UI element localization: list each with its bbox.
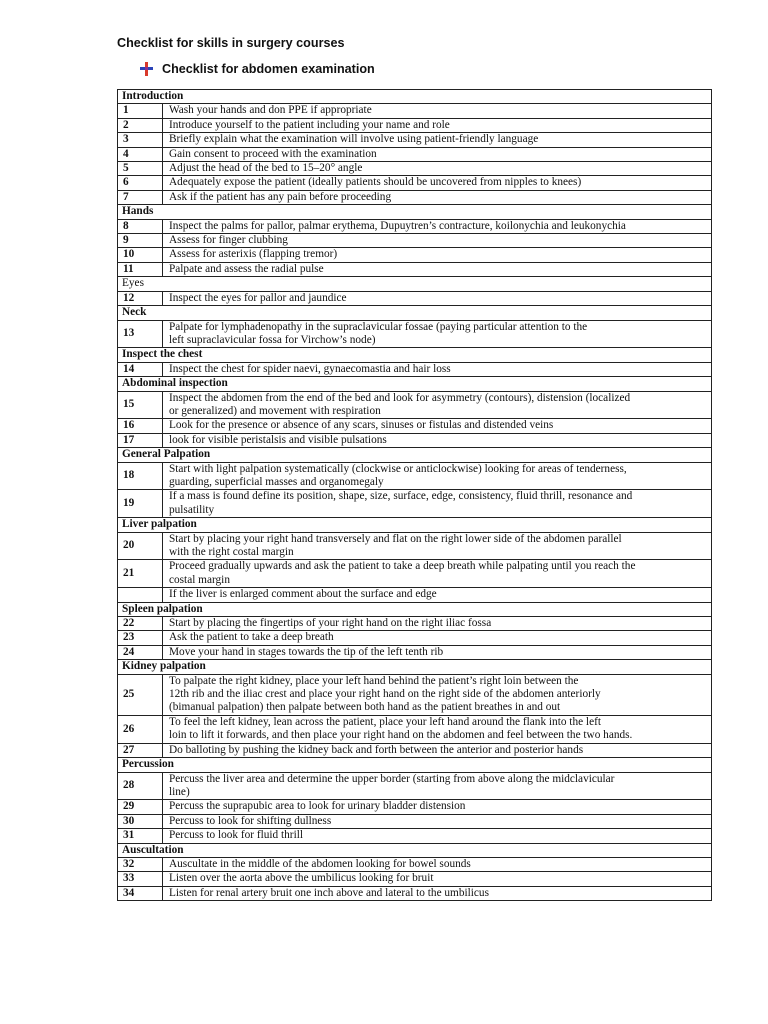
item-text-line: pulsatility [169,503,215,516]
item-text-line: with the right costal margin [169,546,294,558]
item-number: 11 [118,262,163,276]
checklist-heading-text: Checklist for abdomen examination [162,62,375,76]
item-text-line: Ask if the patient has any pain before proceeding [169,190,392,203]
section-row [118,348,712,362]
item-text [163,886,712,900]
item-number: 20 [118,532,163,560]
item-number: 15 [118,391,163,419]
item-text-line: Wash your hands and don PPE if appropriate [169,104,372,117]
checklist-row [118,291,712,305]
item-text [163,674,712,715]
item-text [163,814,712,828]
item-number: 28 [118,772,163,800]
item-text-line: loin to lift it forwards, and then place your right hand on the abdomen and feel between the two hands. [169,729,633,742]
checklist-row [118,248,712,262]
item-text [163,291,712,305]
checklist-row [118,588,712,602]
item-number: 5 [118,162,163,176]
item-number: 22 [118,617,163,631]
item-number: 17 [118,433,163,447]
cross-icon [140,62,153,76]
checklist-row [118,190,712,204]
item-text-line: Percuss the liver area and determine the upper border (starting from above along the midclavicular [169,772,615,785]
item-text-line: Percuss to look for fluid thrill [169,829,303,842]
checklist-row [118,872,712,886]
item-number: 6 [118,176,163,190]
item-number: 2 [118,118,163,132]
section-label: Liver palpation [118,518,712,532]
item-text [163,133,712,147]
item-number: 19 [118,490,163,518]
item-number: 8 [118,219,163,233]
section-row [118,843,712,857]
item-text-line: Inspect the palms for pallor, palmar erythema, Dupuytren’s contracture, koilonychia and leukonychia [169,219,626,232]
item-text [163,118,712,132]
checklist-row [118,104,712,118]
checklist-row [118,320,712,348]
checklist-row [118,886,712,900]
item-number: 7 [118,190,163,204]
item-text-line: Move your hand in stages towards the tip of the left tenth rib [169,645,444,658]
checklist-row [118,133,712,147]
item-number: 27 [118,743,163,757]
checklist-row [118,219,712,233]
item-text-line: Gain consent to proceed with the examination [169,147,377,160]
item-text-line: Assess for asterixis (flapping tremor) [169,248,338,261]
item-text-line: Do balloting by pushing the kidney back and forth between the anterior and posterior hands [169,743,584,756]
item-text-line: look for visible peristalsis and visible pulsations [169,433,387,446]
item-text [163,645,712,659]
section-label: Percussion [118,758,712,772]
item-text [163,190,712,204]
item-text [163,829,712,843]
checklist-row [118,419,712,433]
item-text [163,147,712,161]
item-number: 24 [118,645,163,659]
item-text [163,715,712,743]
item-text-line: Look for the presence or absence of any scars, sinuses or fistulas and distended veins [169,419,554,432]
item-text-line: To feel the left kidney, lean across the patient, place your left hand around the flank into the left [169,715,601,728]
item-number: 18 [118,462,163,490]
item-text-line: Auscultate in the middle of the abdomen looking for bowel sounds [169,857,471,870]
item-number: 23 [118,631,163,645]
item-text-line: Briefly explain what the examination will involve using patient-friendly language [169,133,539,146]
section-label: Abdominal inspection [118,377,712,391]
checklist-row [118,118,712,132]
item-text-line: (bimanual palpation) then palpate between both hand as the patient breathes in and out [169,701,561,714]
item-text [163,588,712,602]
item-text-line: Ask the patient to take a deep breath [169,631,334,644]
section-row [118,660,712,674]
item-text-line: Assess for finger clubbing [169,234,288,247]
item-text [163,162,712,176]
item-number: 30 [118,814,163,828]
item-text-line: Inspect the abdomen from the end of the bed and look for asymmetry (contours), distension (localized [169,391,631,404]
item-text [163,490,712,518]
item-text-line: Inspect the eyes for pallor and jaundice [169,291,347,304]
item-number: 31 [118,829,163,843]
item-text-line: If the liver is enlarged comment about the surface and edge [169,588,437,601]
item-number: 14 [118,362,163,376]
item-number: 32 [118,857,163,871]
item-number: 9 [118,234,163,248]
checklist-row [118,800,712,814]
checklist-row [118,617,712,631]
checklist-row [118,433,712,447]
section-label: Auscultation [118,843,712,857]
checklist-row [118,560,712,588]
item-text-line: 12th rib and the iliac crest and place your right hand on the right side of the abdomen anteriorly [169,688,601,701]
section-label: Eyes [118,277,712,291]
item-text-line: Listen over the aorta above the umbilicus looking for bruit [169,872,434,885]
section-row [118,377,712,391]
section-label: Inspect the chest [118,348,712,362]
item-text-line: Inspect the chest for spider naevi, gynaecomastia and hair loss [169,362,451,375]
item-text [163,234,712,248]
section-row [118,758,712,772]
checklist-row [118,829,712,843]
section-label: Kidney palpation [118,660,712,674]
item-text [163,219,712,233]
checklist-row [118,147,712,161]
item-number: 25 [118,674,163,715]
section-row [118,205,712,219]
item-number: 10 [118,248,163,262]
item-text-line: Percuss the suprapubic area to look for urinary bladder distension [169,800,466,813]
item-text [163,433,712,447]
section-label: General Palpation [118,448,712,462]
checklist-row [118,645,712,659]
item-text [163,176,712,190]
checklist-row [118,462,712,490]
item-text-line: or generalized) and movement with respiration [169,404,381,417]
item-text-line: Adjust the head of the bed to 15–20° angle [169,162,363,175]
item-text [163,560,712,588]
item-text [163,104,712,118]
item-number: 4 [118,147,163,161]
item-text [163,631,712,645]
item-text-line: Listen for renal artery bruit one inch above and lateral to the umbilicus [169,886,489,899]
item-text-line: guarding, superficial masses and organomegaly [169,475,384,488]
checklist-body [118,90,712,901]
checklist-row [118,176,712,190]
item-text-line: Start with light palpation systematically (clockwise or anticlockwise) looking for areas of tenderness, [169,462,627,475]
item-text-line: To palpate the right kidney, place your left hand behind the patient’s right loin between the [169,674,579,687]
item-text [163,772,712,800]
item-text-line: Percuss to look for shifting dullness [169,814,332,827]
item-number: 12 [118,291,163,305]
document-title: Checklist for skills in surgery courses [117,36,345,50]
item-text [163,391,712,419]
item-text [163,262,712,276]
checklist-row [118,772,712,800]
item-number: 3 [118,133,163,147]
section-label: Neck [118,306,712,320]
item-text [163,800,712,814]
checklist-heading [140,62,375,76]
item-text-line: If a mass is found define its position, shape, size, surface, edge, consistency, fluid thrill, resonance and [169,490,633,503]
item-text [163,362,712,376]
section-label: Introduction [118,90,712,104]
item-number [118,588,163,602]
item-text [163,743,712,757]
checklist-table [117,89,712,901]
checklist-row [118,674,712,715]
checklist-row [118,857,712,871]
checklist-row [118,532,712,560]
item-text-line: Start by placing the fingertips of your right hand on the right iliac fossa [169,617,492,630]
item-text-line: Palpate for lymphadenopathy in the supraclavicular fossae (paying particular attention to the [169,320,588,333]
item-text [163,872,712,886]
checklist-row [118,162,712,176]
item-text-line: costal margin [169,573,230,586]
section-row [118,90,712,104]
checklist-row [118,362,712,376]
item-number: 1 [118,104,163,118]
item-number: 33 [118,872,163,886]
item-text [163,320,712,348]
item-number: 16 [118,419,163,433]
item-text-line: Start by placing your right hand transversely and flat on the right lower side of the abdomen parallel [169,532,622,545]
item-text [163,532,712,560]
item-text-line: Adequately expose the patient (ideally patients should be uncovered from nipples to knees) [169,176,582,189]
section-row [118,277,712,291]
item-number: 34 [118,886,163,900]
section-row [118,518,712,532]
section-label: Spleen palpation [118,602,712,616]
item-number: 21 [118,560,163,588]
checklist-row [118,743,712,757]
checklist-row [118,490,712,518]
checklist-row [118,391,712,419]
item-text-line: line) [169,785,190,798]
item-text-line: Proceed gradually upwards and ask the patient to take a deep breath while palpating until you reach the [169,560,636,573]
item-text-line: Introduce yourself to the patient including your name and role [169,118,450,131]
section-row [118,602,712,616]
item-text-line: Palpate and assess the radial pulse [169,262,324,275]
item-number: 26 [118,715,163,743]
checklist-row [118,234,712,248]
section-label: Hands [118,205,712,219]
item-number: 13 [118,320,163,348]
item-text-line: left supraclavicular fossa for Virchow’s node) [169,333,376,346]
item-text [163,419,712,433]
checklist-row [118,814,712,828]
item-text [163,617,712,631]
item-text [163,248,712,262]
section-row [118,448,712,462]
item-text [163,857,712,871]
checklist-row [118,262,712,276]
checklist-row [118,715,712,743]
checklist-row [118,631,712,645]
section-row [118,306,712,320]
item-number: 29 [118,800,163,814]
item-text [163,462,712,490]
